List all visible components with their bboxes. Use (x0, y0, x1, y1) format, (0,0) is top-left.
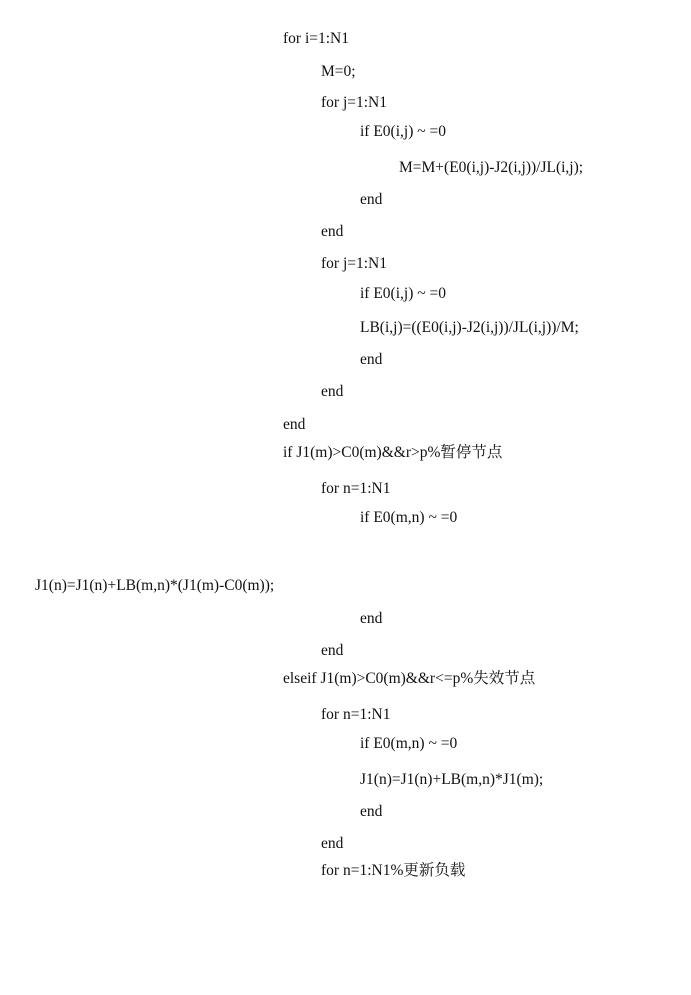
code-line: M=M+(E0(i,j)-J2(i,j))/JL(i,j); (399, 159, 584, 176)
code-line: end (321, 383, 344, 400)
code-line: for n=1:N1%更新负载 (321, 862, 466, 879)
code-line: if J1(m)>C0(m)&&r>p%暂停节点 (283, 444, 503, 461)
code-line: end (321, 835, 344, 852)
code-line: for j=1:N1 (321, 94, 387, 111)
code-line: for n=1:N1 (321, 480, 391, 497)
code-line: end (321, 642, 344, 659)
code-line: for i=1:N1 (283, 30, 349, 47)
code-line: if E0(m,n) ~ =0 (360, 735, 458, 752)
code-line: M=0; (321, 63, 356, 80)
code-line: end (283, 416, 306, 433)
code-line: if E0(i,j) ~ =0 (360, 123, 446, 140)
code-line: for n=1:N1 (321, 706, 391, 723)
code-line: end (360, 351, 383, 368)
code-line: if E0(m,n) ~ =0 (360, 509, 458, 526)
code-line: end (360, 803, 383, 820)
code-line: if E0(i,j) ~ =0 (360, 285, 446, 302)
code-line: end (360, 191, 383, 208)
code-line: J1(n)=J1(n)+LB(m,n)*J1(m); (360, 771, 544, 788)
code-line: J1(n)=J1(n)+LB(m,n)*(J1(m)-C0(m)); (35, 577, 275, 594)
code-line: end (321, 223, 344, 240)
code-line: end (360, 610, 383, 627)
code-line: LB(i,j)=((E0(i,j)-J2(i,j))/JL(i,j))/M; (360, 319, 579, 336)
code-line: for j=1:N1 (321, 255, 387, 272)
code-line: elseif J1(m)>C0(m)&&r<=p%失效节点 (283, 670, 536, 687)
